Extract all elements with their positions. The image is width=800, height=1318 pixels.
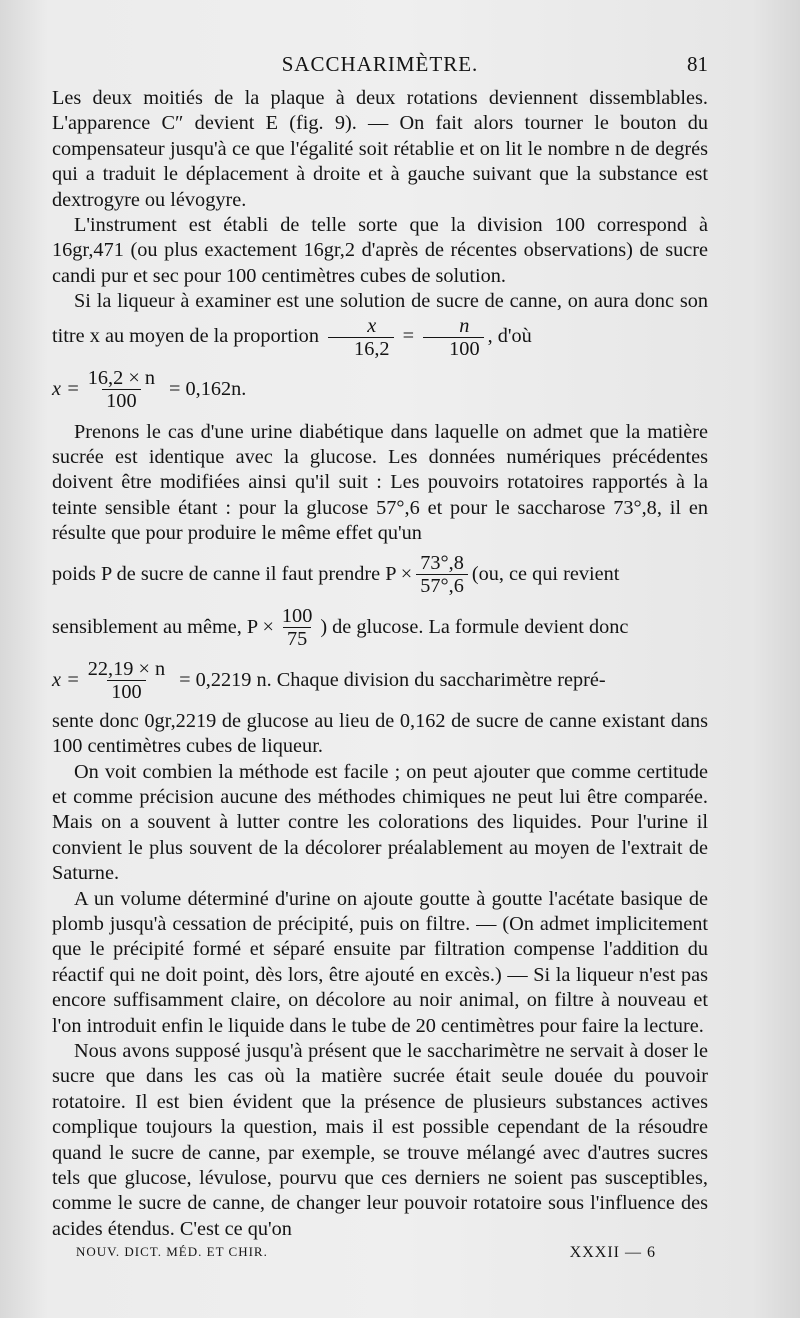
- glucose-text: ) de glucose. La formule devient donc: [320, 615, 629, 638]
- poids-line: [52, 549, 708, 601]
- paragraph-2: L'instrument est établi de telle sorte que la division 100 correspond à 16gr,471 (ou plus exactement 16gr,2 d'après de récentes observations) de sucre candi pur et sec pour 100 centimètres cubes de solution.: [52, 214, 708, 287]
- proportion-right-fraction: [423, 315, 483, 360]
- fraction-numerator: 73°,8: [420, 552, 464, 575]
- poids-text: poids P de sucre de canne il faut prendre P ×: [52, 562, 413, 585]
- formula-lhs: x =: [52, 377, 80, 400]
- equals-sign: =: [402, 324, 415, 347]
- paragraph-3-end: , d'où: [487, 324, 532, 347]
- paragraph-5: On voit combien la méthode est facile ; on peut ajouter que comme certitude et comme précision aucune des méthodes chimiques ne peut lui être comparée. Mais on a souvent à lutter contre les colorations des liquides. Pour l'urine il convient le plus souvent de la décolorer préalablement au moyen de l'extrait de Saturne.: [52, 760, 708, 885]
- paragraph-7: Nous avons supposé jusqu'à présent que le saccharimètre ne servait à doser le sucre que dans les cas où la matière sucrée était seule douée du pouvoir rotatoire. Il est bien évident que la présence de plusieurs substances actives complique toujours la question, mais il est possible cependant de la résoudre quand le sucre de canne, par exemple, se trouve mélangé avec d'autres sucres tels que glucose, lévulose, pourvu que ces derniers ne soient pas susceptibles, comme le sucre de canne, de changer leur pouvoir rotatoire sous l'influence des acides étendus. C'est ce qu'on: [52, 1039, 708, 1240]
- fraction-denominator: 100: [107, 680, 145, 703]
- page-footer: [76, 1244, 656, 1264]
- paragraph-3: [52, 289, 708, 359]
- footer-volume: XXXII — 6: [569, 1244, 656, 1261]
- sensiblement-line: [52, 603, 708, 653]
- paragraph-1: Les deux moitiés de la plaque à deux rotations deviennent dissemblables. L'apparence C″ devient E (fig. 9). — On fait alors tourner le bouton du compensateur jusqu'à ce que l'égalité soit rétablie et on lit le nombre n de degrés qui a traduit le déplacement à droite et à gauche suivant que la substance est dextrogyre ou lévogyre.: [52, 87, 708, 211]
- formula-fraction: [84, 367, 159, 412]
- paragraph-4-end: sente donc 0gr,2219 de glucose au lieu de 0,162 de sucre de canne existant dans 100 centimètres cubes de liqueur.: [52, 709, 708, 758]
- formula-rhs: = 0,162n.: [168, 377, 247, 400]
- proportion-left-fraction: [328, 315, 394, 360]
- fraction-numerator: 22,19 × n: [87, 658, 166, 681]
- sensiblement-text: sensiblement au même, P ×: [52, 615, 274, 638]
- fraction-denominator: 100: [102, 389, 140, 412]
- fraction-numerator: x: [367, 314, 377, 337]
- fraction-denominator: 57°,6: [416, 574, 468, 597]
- chaque-text: = 0,2219 n. Chaque division du saccharimètre repré-: [179, 668, 606, 691]
- formula-lhs: x =: [52, 668, 80, 691]
- paragraph-4: Prenons le cas d'une urine diabétique dans laquelle on admet que la matière sucrée est identique avec la glucose. Les données numériques précédentes doivent être modifiées ainsi qu'il suit : Les pouvoirs rotatoires rapportés à la teinte sensible étant : pour la glucose 57°,6 et pour le saccharose 73°,8, il en résulte que pour produire le même effet qu'un: [52, 420, 708, 545]
- formula-fraction: [84, 658, 169, 703]
- fraction-denominator: 16,2: [328, 337, 394, 360]
- paragraph-6: A un volume déterminé d'urine on ajoute goutte à goutte l'acétate basique de plomb jusqu'à cessation de précipité, puis on filtre. — (On admet implicitement que le précipité formé et séparé ensuite par filtration compense l'addition du réactif qui ne doit point, dès lors, être ajouté en excès.) — Si la liqueur n'est pas encore suffisamment claire, on décolore au noir animal, on filtre à nouveau et l'on introduit enfin le liquide dans le tube de 20 centimètres pour faire la lecture.: [52, 887, 708, 1037]
- fraction-numerator: 100: [281, 605, 313, 628]
- fraction-denominator: 100: [423, 337, 483, 360]
- page-number: 81: [687, 52, 708, 76]
- ratio-fraction: [416, 552, 468, 597]
- fraction-numerator: 16,2 × n: [87, 367, 155, 390]
- fraction-denominator: 75: [283, 627, 311, 650]
- page-header: [52, 52, 708, 80]
- footer-signature: NOUV. DICT. MÉD. ET CHIR.: [76, 1244, 268, 1259]
- running-title: SACCHARIMÈTRE.: [281, 52, 479, 76]
- fraction-numerator: n: [459, 314, 470, 337]
- revient-text: (ou, ce qui revient: [471, 562, 620, 585]
- paragraph-3-text: Si la liqueur à examiner est une solution de sucre de canne, on aura donc son titre x au moyen de la proportion: [52, 290, 708, 347]
- ratio2-fraction: [278, 605, 316, 650]
- body-text: [52, 86, 708, 1242]
- formula-x-2219: [52, 655, 708, 707]
- formula-x-162: [52, 362, 708, 418]
